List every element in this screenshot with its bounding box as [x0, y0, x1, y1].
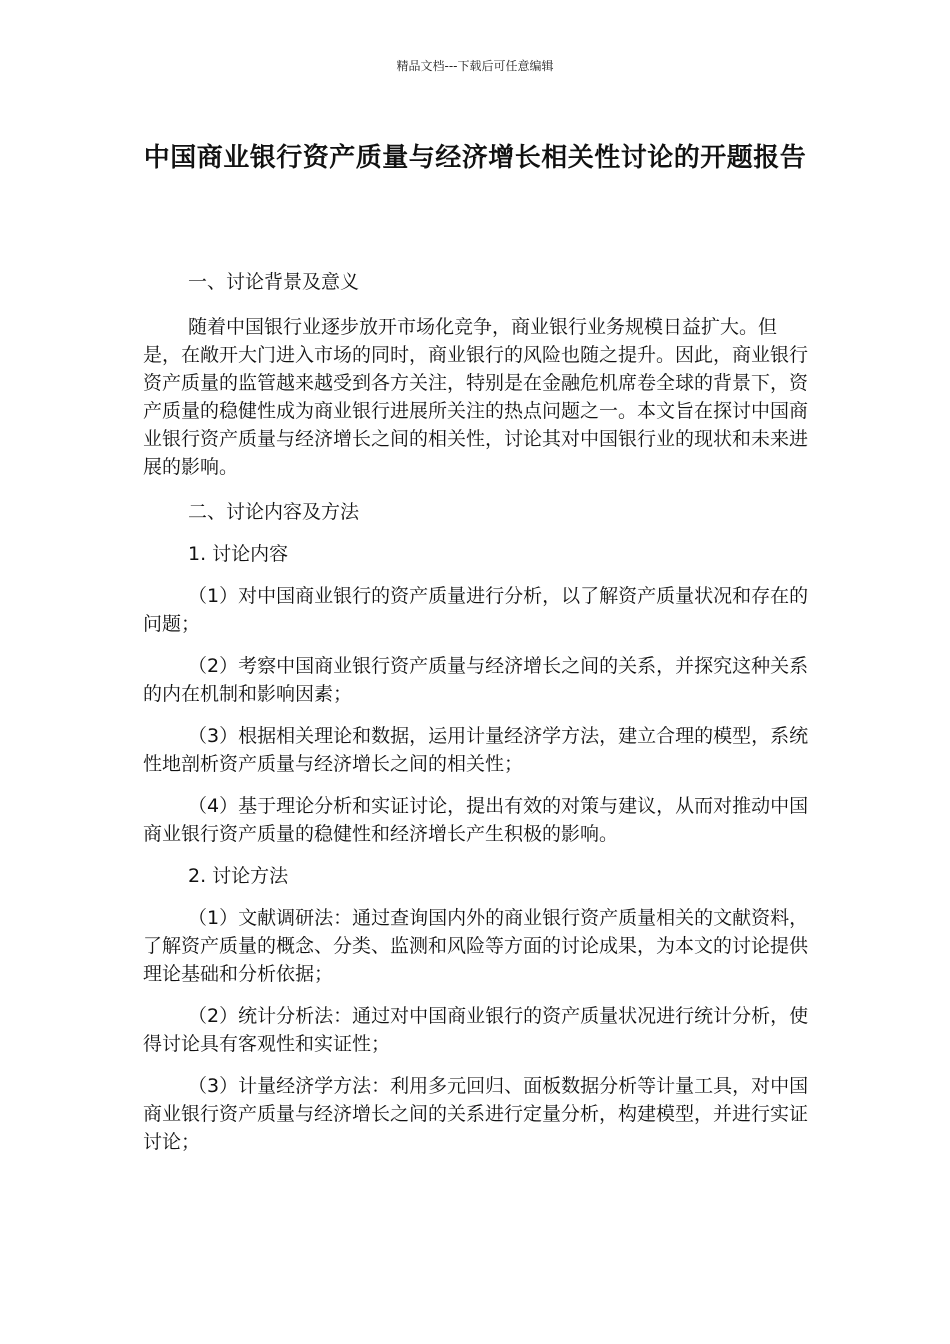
- header-note: 精品文档---下载后可任意编辑: [396, 59, 554, 73]
- document-body: [143, 268, 811, 1156]
- background-paragraph: 随着中国银行业逐步放开市场化竞争，商业银行业务规模日益扩大。但是，在敞开大门进入市场的同时，商业银行的风险也随之提升。因此，商业银行资产质量的监管越来越受到各方关注，特别是在金融危机席卷全球的背景下，资产质量的稳健性成为商业银行进展所关注的热点问题之一。本文旨在探讨中国商业银行资产质量与经济增长之间的相关性，讨论其对中国银行业的现状和未来进展的影响。: [143, 316, 809, 478]
- content-item-3: （3）根据相关理论和数据，运用计量经济学方法，建立合理的模型，系统性地剖析资产质量与经济增长之间的相关性；: [143, 725, 809, 775]
- content-item-1: （1）对中国商业银行的资产质量进行分析，以了解资产质量状况和存在的问题；: [143, 585, 809, 635]
- section-heading-content-method: 二、讨论内容及方法: [188, 501, 360, 523]
- document-title: 中国商业银行资产质量与经济增长相关性讨论的开题报告: [143, 143, 807, 173]
- content-item-2: （2）考察中国商业银行资产质量与经济增长之间的关系，并探究这种关系的内在机制和影响因素；: [143, 655, 809, 705]
- method-item-2: （2）统计分析法：通过对中国商业银行的资产质量状况进行统计分析，使得讨论具有客观性和实证性；: [143, 1005, 809, 1055]
- subsection-heading-method: 2. 讨论方法: [188, 865, 289, 887]
- section-heading-background: 一、讨论背景及意义: [188, 271, 360, 293]
- subsection-heading-content: 1. 讨论内容: [188, 543, 289, 565]
- method-item-1: （1）文献调研法：通过查询国内外的商业银行资产质量相关的文献资料，了解资产质量的概念、分类、监测和风险等方面的讨论成果，为本文的讨论提供理论基础和分析依据；: [143, 907, 809, 985]
- method-item-3: （3）计量经济学方法：利用多元回归、面板数据分析等计量工具，对中国商业银行资产质量与经济增长之间的关系进行定量分析，构建模型，并进行实证讨论；: [143, 1075, 809, 1153]
- content-item-4: （4）基于理论分析和实证讨论，提出有效的对策与建议，从而对推动中国商业银行资产质量的稳健性和经济增长产生积极的影响。: [143, 795, 809, 845]
